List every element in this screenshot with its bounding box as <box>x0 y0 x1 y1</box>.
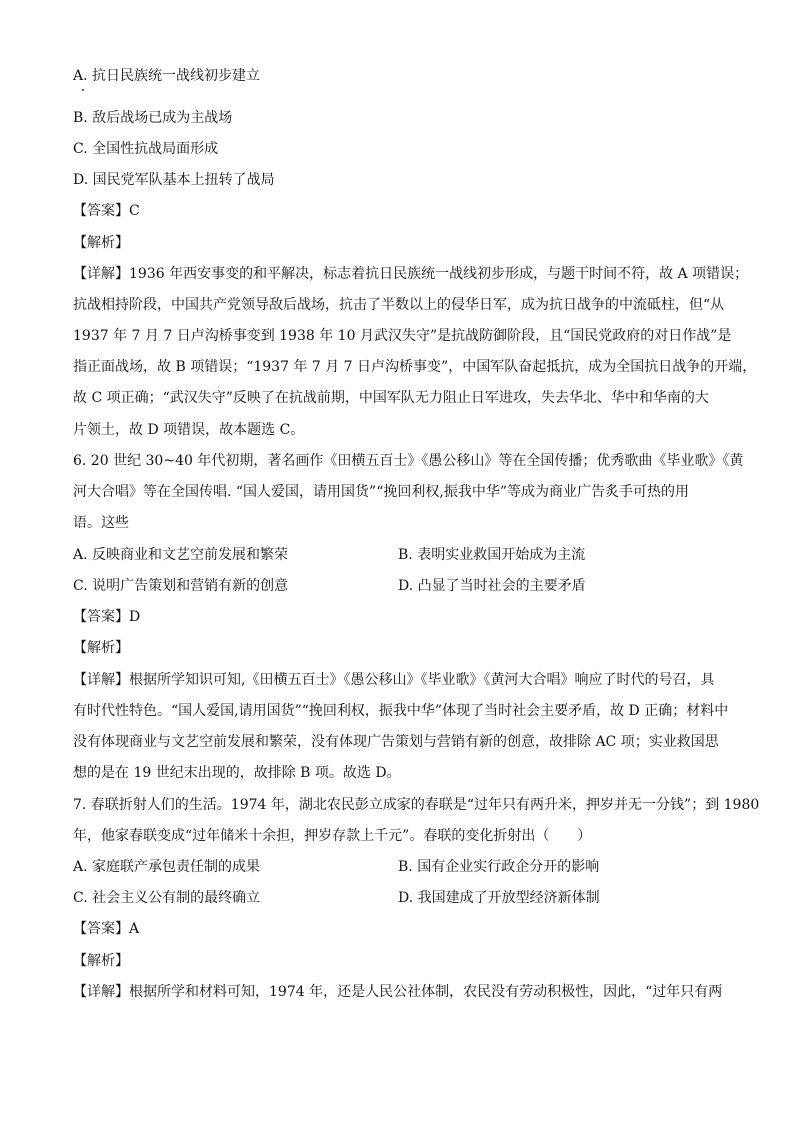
q6-detail-line: 没有体现商业与文艺空前发展和繁荣，没有体现广告策划与营销有新的创意，故排除 AC 项；实业救国思 <box>73 734 719 750</box>
q7-stem-line: 年，他家春联变成“过年储米十余担，押岁存款上千元”。春联的变化折射出（ ） <box>73 828 592 844</box>
q7-stem-line: 7. 春联折射人们的生活。1974 年，湖北农民彭立成家的春联是“过年只有两升米，押岁并无一分钱”；到 1980 <box>73 797 760 813</box>
q7-option-a: A. 家庭联产承包责任制的成果 <box>73 859 261 875</box>
q6-analysis-heading: 【解析】 <box>73 640 129 656</box>
q5-detail-line: 1937 年 7 月 7 日卢沟桥事变到 1938 年 10 月武汉失守”是抗战防御阶段，且“国民党政府的对日作战”是 <box>73 328 732 344</box>
q5-detail-line: 【详解】1936 年西安事变的和平解决，标志着抗日民族统一战线初步形成，与题干时间不符，故 A 项错误； <box>73 266 749 282</box>
q5-option-d: D. 国民党军队基本上扭转了战局 <box>73 172 275 188</box>
q5-answer: 【答案】C <box>73 203 140 219</box>
q7-analysis-heading: 【解析】 <box>73 953 129 969</box>
q7-option-c: C. 社会主义公有制的最终确立 <box>73 890 261 906</box>
q6-answer: 【答案】D <box>73 609 141 625</box>
q6-stem-line: 6. 20 世纪 30~40 年代初期，著名画作《田横五百士》《愚公移山》等在全国传播；优秀歌曲《毕业歌》《黄 <box>73 453 744 469</box>
stray-dot <box>82 89 84 91</box>
q7-detail-line: 【详解】根据所学和材料可知，1974 年，还是人民公社体制，农民没有劳动积极性，因此，“过年只有两 <box>73 984 723 1000</box>
q6-detail-line: 有时代性特色。“国人爱国,请用国货”“挽回利权，振我中华”体现了当时社会主要矛盾，故 D 正确；材料中 <box>73 703 729 719</box>
q6-stem-line: 语。这些 <box>73 515 129 531</box>
q7-answer: 【答案】A <box>73 921 140 937</box>
q5-option-c: C. 全国性抗战局面形成 <box>73 141 219 157</box>
q5-detail-line: 片领土，故 D 项错误，故本题选 C。 <box>73 422 305 438</box>
q6-option-b: B. 表明实业救国开始成为主流 <box>398 547 586 563</box>
q5-detail-line: 故 C 项正确；“武汉失守”反映了在抗战前期，中国军队无力阻止日军进攻，失去华北、华中和华南的大 <box>73 390 709 406</box>
q6-stem-line: 河大合唱》等在全国传唱. “国人爱国，请用国货”“挽回利权,振我中华”等成为商业广告炙手可热的用 <box>73 484 689 500</box>
q7-option-b: B. 国有企业实行政企分开的影响 <box>398 859 600 875</box>
q5-detail-line: 抗战相持阶段，中国共产党领导敌后战场，抗击了半数以上的侵华日军，成为抗日战争的中流砥柱，但“从 <box>73 297 725 313</box>
q6-option-a: A. 反映商业和文艺空前发展和繁荣 <box>73 547 289 563</box>
q6-detail-line: 想的是在 19 世纪末出现的，故排除 B 项。故选 D。 <box>73 765 401 781</box>
q7-option-d: D. 我国建成了开放型经济新体制 <box>398 890 600 906</box>
q6-detail-line: 【详解】根据所学知识可知,《田横五百士》《愚公移山》《毕业歌》《黄河大合唱》响应了时代的号召，具 <box>73 672 715 688</box>
q5-detail-line: 指正面战场，故 B 项错误；“1937 年 7 月 7 日卢沟桥事变”，中国军队奋起抵抗，成为全国抗日战争的开端， <box>73 359 757 375</box>
q6-option-d: D. 凸显了当时社会的主要矛盾 <box>398 578 586 594</box>
q6-option-c: C. 说明广告策划和营销有新的创意 <box>73 578 289 594</box>
q5-option-b: B. 敌后战场已成为主战场 <box>73 110 233 126</box>
q5-option-a: A. 抗日民族统一战线初步建立 <box>73 68 261 84</box>
q5-analysis-heading: 【解析】 <box>73 235 129 251</box>
